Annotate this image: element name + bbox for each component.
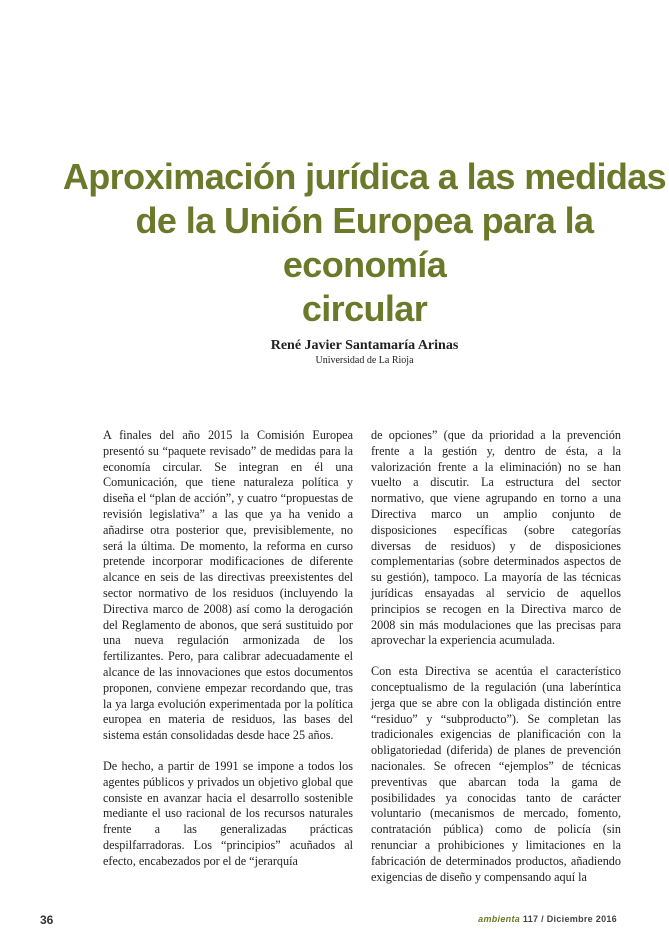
article-title: [60, 155, 669, 331]
title-line: circular: [301, 288, 428, 329]
paragraph: A finales del año 2015 la Comisión Europea presentó su “paquete revisado” de medidas para la economía circular. Se integran en él una Comunicación, que tiene naturaleza política y diseña el “plan de acción”, y cuatro “propuestas de revisión legislativa” a las que ya ha venido a añadirse otra posterior que, previsiblemente, no será la última. De momento, la reforma en curso pretende incorporar modificaciones de diferente alcance en seis de las directivas preexistentes del sector normativo de los residuos (incluyendo la Directiva marco de 2008) así como la derogación del Reglamento de abonos, que será sustituido por una nueva regulación armonizada de los fertilizantes. Pero, para calibrar adecuadamente el alcance de las innovaciones que estos documentos proponen, conviene empezar recordando que, tras la ya larga evolución experimentada por la política europea en materia de residuos, las bases del sistema están consolidadas desde hace 25 años.: [103, 428, 353, 743]
body-column-right: [371, 428, 621, 900]
author-affiliation: Universidad de La Rioja: [315, 355, 414, 366]
page-number: 36: [40, 913, 54, 927]
issue-date: Diciembre 2016: [546, 914, 617, 924]
title-line: Aproximación jurídica a las medidas: [62, 156, 667, 197]
issue-number: 117: [522, 914, 539, 924]
body-column-left: [103, 428, 353, 885]
author-name: René Javier Santamaría Arinas: [270, 338, 459, 353]
paragraph: de opciones” (que da prioridad a la prevención frente a la gestión y, dentro de ésta, a la valorización frente a la eliminación) no se han vuelto a discutir. La estructura del sector normativo, que viene agrupando en torno a una Directiva marco un amplio conjunto de disposiciones específicas (sobre categorías diversas de residuos) y de disposiciones complementarias (sobre determinados aspectos de su gestión), tampoco. La mayoría de las técnicas jurídicas ensayadas al servicio de aquellos principios se recogen en la Directiva marco de 2008 sin más modulaciones que las precisas para aprovechar la experiencia acumulada.: [371, 428, 621, 648]
footer-separator: /: [541, 914, 544, 924]
paragraph: De hecho, a partir de 1991 se impone a todos los agentes públicos y privados un objetivo global que consiste en avanzar hacia el desarrollo sostenible mediante el uso racional de los recursos naturales frente a las generalizadas prácticas despilfarradoras. Los “principios” acuñados al efecto, encabezados por el de “jerarquía: [103, 758, 353, 868]
journal-name: ambienta: [478, 914, 521, 924]
title-line: de la Unión Europea para la economía: [135, 200, 594, 285]
paragraph: Con esta Directiva se acentúa el característico conceptualismo de la regulación (una laberíntica jerga que se abre con la obligada distinción entre “residuo” y “subproducto”). Se completan las tradicionales exigencias de planificación con la obligatoriedad (diferida) de planes de prevención nacionales. Se ofrecen “ejemplos” de técnicas preventivas que abarcan toda la gama de posibilidades ya conocidas tanto de carácter voluntario (mecanismos de mercado, fomento, contratación pública) como de policía (sin renunciar a prohibiciones y limitaciones en la fabricación de determinados productos, añadiendo exigencias de diseño y compensando aquí la: [371, 664, 621, 884]
footer-journal: [478, 914, 617, 924]
